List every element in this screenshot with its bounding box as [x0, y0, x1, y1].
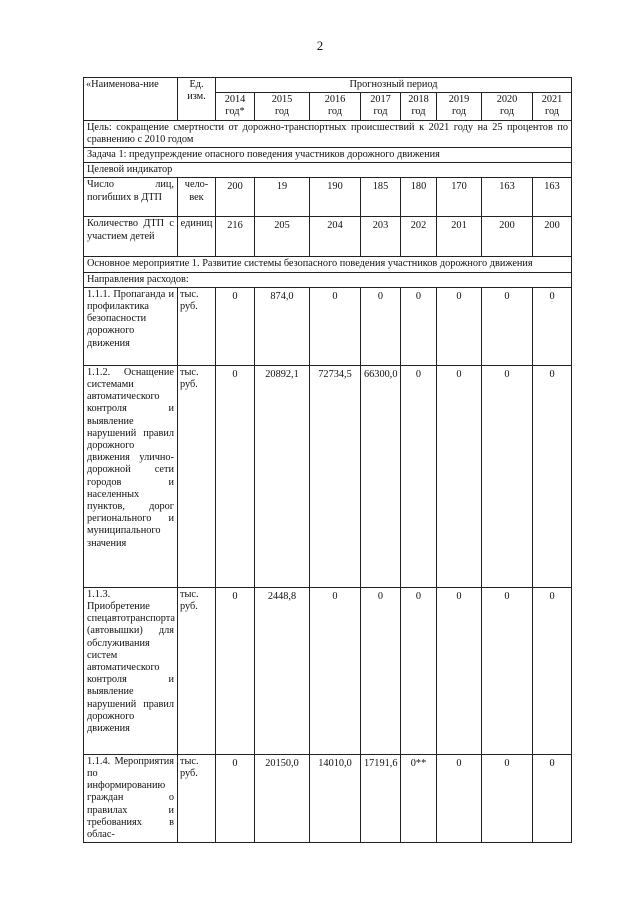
indicator-unit: чело-век	[178, 178, 216, 217]
header-year-suffix: год	[451, 106, 467, 118]
task-text: Задача 1: предупреждение опасного поведения участников дорожного движения	[84, 148, 572, 163]
header-year-suffix: год	[411, 106, 426, 118]
header-year-cell	[255, 93, 310, 120]
value-cell: 0	[401, 365, 437, 587]
value-cell: 163	[533, 178, 572, 217]
value-cell: 0	[482, 754, 533, 842]
value-cell: 200	[533, 217, 572, 257]
value-cell: 204	[310, 217, 361, 257]
value-cell: 0	[533, 754, 572, 842]
value-cell: 200	[216, 178, 255, 217]
header-year-suffix: год	[327, 106, 343, 118]
value-cell: 0	[437, 754, 482, 842]
value-cell: 190	[310, 178, 361, 217]
value-cell: 66300,0	[361, 365, 401, 587]
value-cell: 0	[401, 587, 437, 754]
page-number: 2	[316, 38, 324, 53]
value-cell: 185	[361, 178, 401, 217]
expense-row	[84, 587, 572, 754]
main-event-row	[84, 257, 572, 272]
goal-text: Цель: сокращение смертности от дорожно-транспортных происшествий к 2021 году на 25 процентов по сравнению с 2010 годом	[84, 120, 572, 147]
header-unit: Ед. изм.	[178, 78, 216, 121]
value-cell: 202	[401, 217, 437, 257]
value-cell: 0	[401, 287, 437, 365]
expense-name: 1.1.1. Пропаганда и профилактика безопасности дорожного движения	[84, 287, 178, 365]
header-year: 2021	[541, 94, 563, 106]
value-cell: 17191,6	[361, 754, 401, 842]
header-row-1	[84, 78, 572, 93]
header-year-suffix: год	[274, 106, 290, 118]
header-year: 2014	[224, 94, 246, 106]
header-year: 2017	[370, 94, 391, 106]
expense-directions-text: Направления расходов:	[84, 272, 572, 287]
expense-unit: тыс. руб.	[178, 754, 216, 842]
expense-directions-row	[84, 272, 572, 287]
value-cell: 216	[216, 217, 255, 257]
value-cell: 0	[533, 365, 572, 587]
value-cell: 0	[361, 587, 401, 754]
header-year: 2020	[496, 94, 518, 106]
header-year-cell	[216, 93, 255, 120]
header-year-cell	[437, 93, 482, 120]
value-cell: 0	[482, 587, 533, 754]
value-cell: 163	[482, 178, 533, 217]
header-year-suffix: год	[544, 106, 560, 118]
value-cell: 2448,8	[255, 587, 310, 754]
value-cell: 72734,5	[310, 365, 361, 587]
header-name: «Наименова-ние	[84, 78, 178, 121]
value-cell: 0	[361, 287, 401, 365]
indicator-unit: единиц	[178, 217, 216, 257]
indicator-name: Число лиц, погибших в ДТП	[84, 178, 178, 217]
value-cell: 0	[533, 587, 572, 754]
expense-row	[84, 754, 572, 842]
expense-name: 1.1.2. Оснащение системами автоматического контроля и выявление нарушений правил дорожного движения улично-дорожной сети городов и населенных пунктов, дорог регионального и муниципального значения	[84, 365, 178, 587]
value-cell: 0	[216, 365, 255, 587]
value-cell: 14010,0	[310, 754, 361, 842]
header-year-cell	[310, 93, 361, 120]
value-cell: 20150,0	[255, 754, 310, 842]
value-cell: 0	[482, 365, 533, 587]
forecast-table	[83, 77, 572, 843]
header-year: 2019	[448, 94, 470, 106]
target-indicator-row	[84, 163, 572, 178]
value-cell: 201	[437, 217, 482, 257]
value-cell: 203	[361, 217, 401, 257]
value-cell: 20892,1	[255, 365, 310, 587]
value-cell: 0	[216, 754, 255, 842]
header-year-cell	[482, 93, 533, 120]
value-cell: 0	[310, 587, 361, 754]
value-cell: 170	[437, 178, 482, 217]
expense-name: 1.1.4. Мероприятия по информированию граждан о правилах и требованиях в облас-	[84, 754, 178, 842]
expense-name: 1.1.3. Приобретение спецавтотранспорта (автовышки) для обслуживания систем автоматического контроля и выявление нарушений правил дорожного движения	[84, 587, 178, 754]
value-cell: 200	[482, 217, 533, 257]
header-year-cell	[361, 93, 401, 120]
value-cell: 19	[255, 178, 310, 217]
value-cell: 0	[216, 287, 255, 365]
goal-row	[84, 120, 572, 147]
value-cell: 0	[310, 287, 361, 365]
header-year-cell	[533, 93, 572, 120]
header-year: 2015	[271, 94, 293, 106]
header-year: 2018	[408, 94, 429, 106]
indicator-row	[84, 178, 572, 217]
task-row	[84, 148, 572, 163]
indicator-row	[84, 217, 572, 257]
value-cell: 180	[401, 178, 437, 217]
value-cell: 0	[437, 365, 482, 587]
expense-unit: тыс. руб.	[178, 365, 216, 587]
header-forecast-period: Прогнозный период	[216, 78, 572, 93]
value-cell: 205	[255, 217, 310, 257]
value-cell: 0**	[401, 754, 437, 842]
value-cell: 0	[216, 587, 255, 754]
expense-row	[84, 365, 572, 587]
target-indicator-text: Целевой индикатор	[84, 163, 572, 178]
value-cell: 874,0	[255, 287, 310, 365]
expense-unit: тыс. руб.	[178, 287, 216, 365]
header-year-suffix: год*	[225, 106, 245, 118]
header-year-suffix: год	[499, 106, 515, 118]
indicator-name: Количество ДТП с участием детей	[84, 217, 178, 257]
main-event-text: Основное мероприятие 1. Развитие системы безопасного поведения участников дорожного движения	[84, 257, 572, 272]
expense-unit: тыс. руб.	[178, 587, 216, 754]
header-year: 2016	[324, 94, 346, 106]
value-cell: 0	[533, 287, 572, 365]
value-cell: 0	[437, 287, 482, 365]
header-year-suffix: год	[373, 106, 388, 118]
value-cell: 0	[437, 587, 482, 754]
expense-row	[84, 287, 572, 365]
value-cell: 0	[482, 287, 533, 365]
header-year-cell	[401, 93, 437, 120]
